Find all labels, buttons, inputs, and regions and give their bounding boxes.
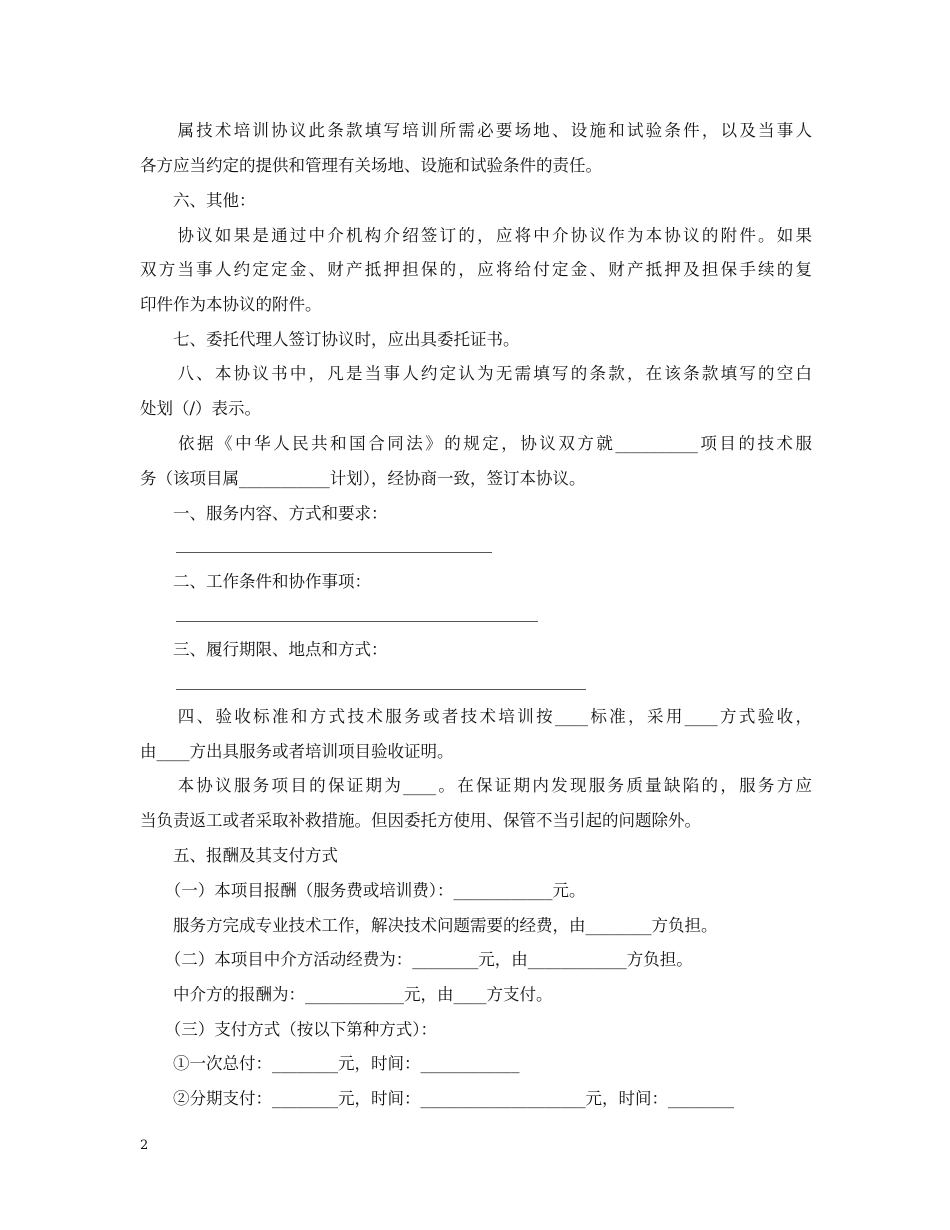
blank-fill-line [176,552,492,553]
text-line: （三）支付方式（按以下第种方式）： [140,1020,437,1039]
text-line: 五、报酬及其支付方式 [140,846,338,865]
text-line: 各方应当约定的提供和管理有关场地、设施和试验条件的责任。 [140,156,602,175]
text-line: 一、服务内容、方式和要求： [140,504,388,523]
text-line: 服务方完成专业技术工作，解决技术问题需要的经费，由________方负担。 [140,916,718,935]
blank-fill-line [176,621,538,622]
text-line: 处划（/）表示。 [140,399,262,418]
text-line: 六、其他： [140,191,256,210]
text-line: 务（该项目属___________计划），经协商一致，签订本协议。 [140,469,586,488]
text-line: 印件作为本协议的附件。 [140,295,322,314]
text-line: （二）本项目中介方活动经费为：________元，由____________方负担。 [140,950,693,969]
blank-fill-line [176,689,586,690]
text-line: （一）本项目报酬（服务费或培训费）：____________元。 [140,881,586,900]
text-line: 二、工作条件和协作事项： [140,572,371,591]
text-line: 双方当事人约定定金、财产抵押担保的，应将给付定金、财产抵押及担保手续的复 [140,260,812,279]
text-line: 由____方出具服务或者培训项目验收证明。 [140,742,454,761]
text-line: 八、本协议书中，凡是当事人约定认为无需填写的条款，在该条款填写的空白 [140,364,812,383]
text-line: 属技术培训协议此条款填写培训所需必要场地、设施和试验条件，以及当事人 [140,121,812,140]
text-line: 当负责返工或者采取补救措施。但因委托方使用、保管不当引起的问题除外。 [140,811,701,830]
text-line: 四、验收标准和方式技术服务或者技术培训按____标准，采用____方式验收， [140,707,812,726]
text-line: 中介方的报酬为：____________元，由____方支付。 [140,985,553,1004]
text-line: 本协议服务项目的保证期为____。在保证期内发现服务质量缺陷的，服务方应 [140,776,812,795]
text-line: 依据《中华人民共和国合同法》的规定，协议双方就__________项目的技术服 [140,434,812,453]
page-number: 2 [140,1138,149,1153]
text-line: 三、履行期限、地点和方式： [140,640,388,659]
text-line: 七、委托代理人签订协议时，应出具委托证书。 [140,330,520,349]
text-line: ①一次总付：________元，时间：____________ [140,1054,520,1073]
text-line: ②分期支付：________元，时间：____________________元，时间：________ [140,1089,734,1108]
text-line: 协议如果是通过中介机构介绍签订的，应将中介协议作为本协议的附件。如果 [140,226,812,245]
